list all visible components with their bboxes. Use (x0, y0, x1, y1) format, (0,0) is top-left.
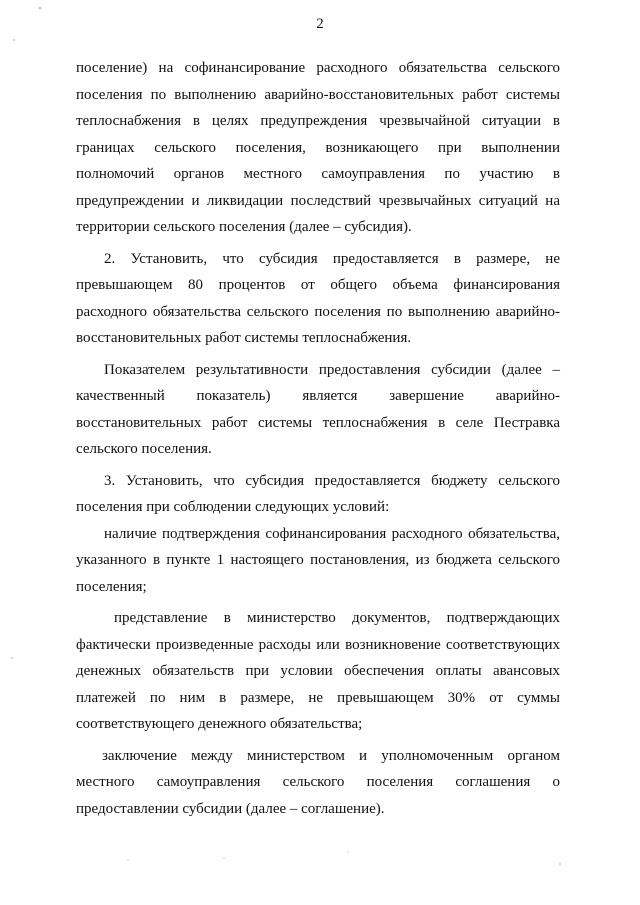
text-line: Показателем результативности предоставления субсидии (далее – (104, 361, 560, 378)
paragraph-condition-agreement (76, 743, 560, 823)
text-line: территории сельского поселения (далее – субсидия). (76, 219, 412, 235)
text-line: заключение между министерством и уполномоченным органом (102, 747, 560, 764)
text-line: полномочий органов местного самоуправления по участию в (76, 166, 560, 182)
text-line: представление в министерство документов, подтверждающих (114, 610, 560, 626)
text-line: платежей по ним в размере, не превышающем 30% от суммы (76, 689, 560, 706)
text-line: указанного в пункте 1 настоящего постановления, из бюджета сельского (76, 552, 560, 568)
text-line: соответствующего денежного обязательства; (76, 716, 363, 732)
text-line: сельского поселения. (76, 441, 212, 457)
text-line: границах сельского поселения, возникающего при выполнении (76, 139, 560, 156)
text-line: наличие подтверждения софинансирования расходного обязательства, (104, 525, 560, 542)
text-line: фактически произведенные расходы или возникновение соответствующих (76, 636, 560, 653)
text-line: предоставлении субсидии (далее – соглашение). (76, 800, 385, 817)
text-line: качественный показатель) является завершение аварийно- (76, 388, 560, 404)
paragraph-performance-indicator (76, 357, 560, 463)
paragraph-item-2 (76, 246, 560, 352)
paragraph-condition-cofinancing (76, 521, 560, 601)
text-line: поселения при соблюдении следующих условий: (76, 499, 390, 515)
text-line: превышающем 80 процентов от общего объема финансирования (76, 277, 560, 293)
paragraph-condition-documents (76, 605, 560, 738)
document-body (76, 55, 560, 822)
text-line: 3. Установить, что субсидия предоставляется бюджету сельского (104, 472, 560, 489)
text-line: денежных обязательств при условии обеспечения оплаты авансовых (76, 663, 560, 679)
text-line: предупреждении и ликвидации последствий чрезвычайных ситуаций на (76, 192, 560, 209)
paragraph-item-3 (76, 468, 560, 521)
text-line: теплоснабжения в целях предупреждения чрезвычайной ситуации в (76, 113, 560, 129)
text-line: расходного обязательства сельского поселения по выполнению аварийно- (76, 303, 560, 320)
text-line: 2. Установить, что субсидия предоставляется в размере, не (104, 250, 560, 267)
text-line: поселение) на софинансирование расходного обязательства сельского (76, 60, 560, 76)
paragraph-subsidy-purpose (76, 55, 560, 241)
text-line: поселения; (76, 578, 147, 595)
text-line: восстановительных работ системы теплоснабжения. (76, 330, 412, 346)
page-number: 2 (316, 16, 324, 32)
text-line: восстановительных работ системы теплоснабжения в селе Пестравка (76, 414, 560, 431)
text-line: местного самоуправления сельского поселения соглашения о (76, 774, 560, 790)
text-line: поселения по выполнению аварийно-восстановительных работ системы (76, 86, 560, 103)
